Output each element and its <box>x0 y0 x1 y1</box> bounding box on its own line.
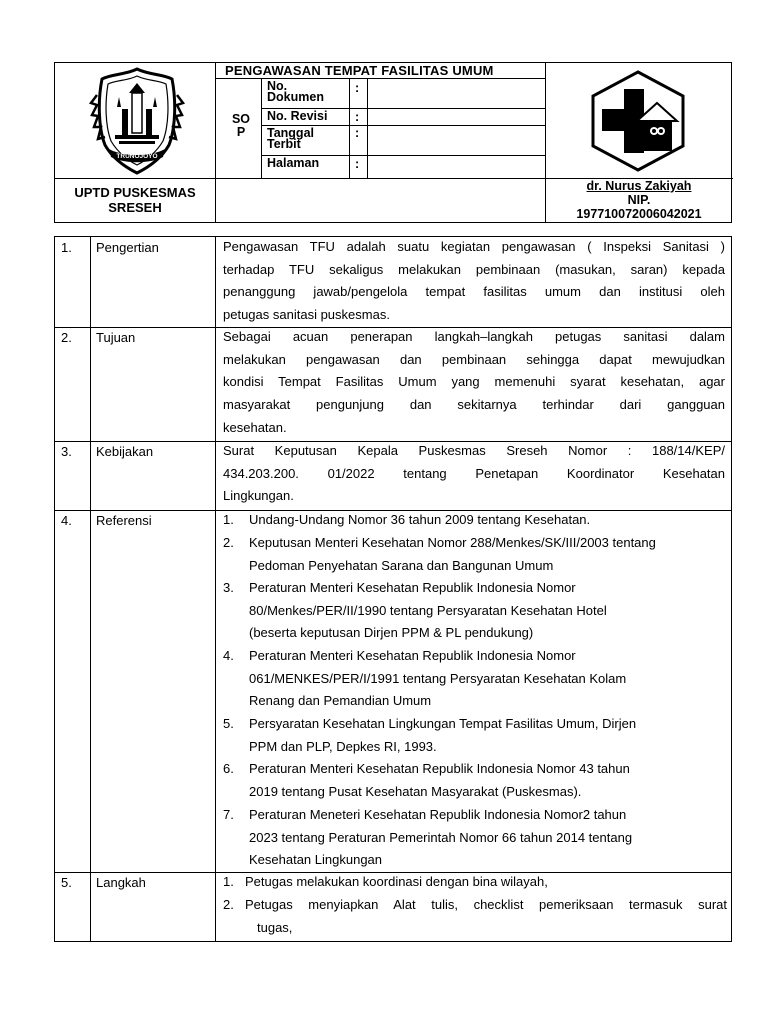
row-number: 5. <box>61 875 72 890</box>
row-number: 4. <box>61 513 72 528</box>
meta-label-tanggal: Tanggal Terbit <box>267 126 314 151</box>
signatory-name: dr. Nurus Zakiyah <box>586 179 692 193</box>
meta-label-revisi: No. Revisi <box>267 109 328 123</box>
signatory-nip: 197710072006042021 <box>576 207 702 221</box>
row-content: Surat Keputusan Kepala Puskesmas Sreseh Nomor : 188/14/KEP/ 434.203.200. 01/2022 tentang Penetapan Koordinator Kesehatan Lingkungan. <box>223 443 725 504</box>
meta-colon-revisi: : <box>355 110 360 124</box>
regional-emblem-logo <box>85 65 189 177</box>
row-label: Pengertian <box>96 240 159 255</box>
sop-label <box>223 113 259 139</box>
sop-header <box>54 62 732 223</box>
meta-label-dokumen: No. Dokumen <box>267 79 324 104</box>
signatory-block <box>546 179 732 221</box>
logo-ribbon-text: TRUNOJOYO <box>116 153 158 160</box>
row-label: Tujuan <box>96 330 136 345</box>
row-label: Kebijakan <box>96 444 154 459</box>
row-number: 1. <box>61 240 72 255</box>
meta-label-halaman: Halaman <box>267 156 320 170</box>
sop-label-line1: SO <box>231 112 251 126</box>
organization-name: UPTD PUSKESMAS SRESEH <box>74 185 196 215</box>
meta-colon-halaman: : <box>355 157 360 171</box>
document-title: PENGAWASAN TEMPAT FASILITAS UMUM <box>225 63 494 78</box>
puskesmas-logo <box>587 69 689 173</box>
row-label: Referensi <box>96 513 152 528</box>
row-number: 3. <box>61 444 72 459</box>
row-number: 2. <box>61 330 72 345</box>
row-content: Pengawasan TFU adalah suatu kegiatan pengawasan ( Inspeksi Sanitasi ) terhadap TFU sekaligus melakukan pembinaan (masukan, saran) kepada penanggung jawab/pengelola tempat fasilitas umum dan institusi oleh petugas sanitasi puskesmas. <box>223 239 725 323</box>
row-content: Sebagai acuan penerapan langkah–langkah petugas sanitasi dalam melakukan pengawasan dan pembinaan sehingga dapat mewujudkan kondisi Tempat Fasilitas Umum yang memenuhi syarat kesehatan, agar masyarakat pengunjung dan sekitarnya terhindar dari gangguan kesehatan. <box>223 329 725 435</box>
signatory-nip-label: NIP. <box>627 193 651 207</box>
sop-content-table: 1. Pengertian Pengawasan TFU adalah suatu kegiatan pengawasan ( Inspeksi Sanitasi ) terhadap TFU sekaligus melakukan pembinaan (masukan, saran) kepada penanggung jawab/pengelola tempat fasilitas umum dan institusi oleh petugas sanitasi puskesmas. 2. Tujuan Sebagai acuan penerapan langkah–langkah petugas sanitasi dalam melakukan pengawasan dan pembinaan sehingga dapat mewujudkan kondisi Tempat Fasilitas Umum yang memenuhi syarat kesehatan, agar masyarakat pengunjung dan sekitarnya terhindar dari gangguan kesehatan. 3. Kebijakan Surat Keputusan Kepala Puskesmas Sreseh Nomor : 188/14/KEP/ 434.203.200. 01/2022 tentang Penetapan Koordinator Kesehatan Lingkungan. 4. Referensi 1. Undang-Undang Nomor 36 tahun 2009 tentang Kesehatan. 2. Keputusan Menteri Kesehatan Nomor 288/Menkes/SK/III/2003 tentang Pedoman Penyehatan Sarana dan Bangunan Umum 3. Peraturan Menteri Kesehatan Republik Indonesia Nomor 80/Menkes/PER/II/1990 tentang Persyaratan Kesehatan Hotel (beserta keputusan Dirjen PPM & PL pendukung) 4. Peraturan Menteri Kesehatan Republik Indonesia Nomor 061/MENKES/PER/I/1991 tentang Persyaratan Kesehatan Kolam Renang dan Pemandian Umum 5. Persyaratan Kesehatan Lingkungan Tempat Fasilitas Umum, Dirjen PPM dan PLP, Depkes RI, 1993. 6. Peraturan Menteri Kesehatan Republik Indonesia Nomor 43 tahun 2019 tentang Pusat Kesehatan Masyarakat (Puskesmas). 7. Peraturan Meneteri Kesehatan Republik Indonesia Nomor2 tahun 2023 tentang Peraturan Pemerintah Nomor 66 tahun 2014 tentang Kesehatan Lingkungan 5. Langkah 1. Petugas melakukan koordinasi dengan bina wilayah, 2. Petugas menyiapkan Alat tulis, checklist pemeriksaan termasuk surat tugas, <box>54 236 732 942</box>
meta-colon-dokumen: : <box>355 81 360 95</box>
meta-colon-tanggal: : <box>355 126 360 140</box>
row-label: Langkah <box>96 875 146 890</box>
sop-label-line2: P <box>236 125 246 139</box>
